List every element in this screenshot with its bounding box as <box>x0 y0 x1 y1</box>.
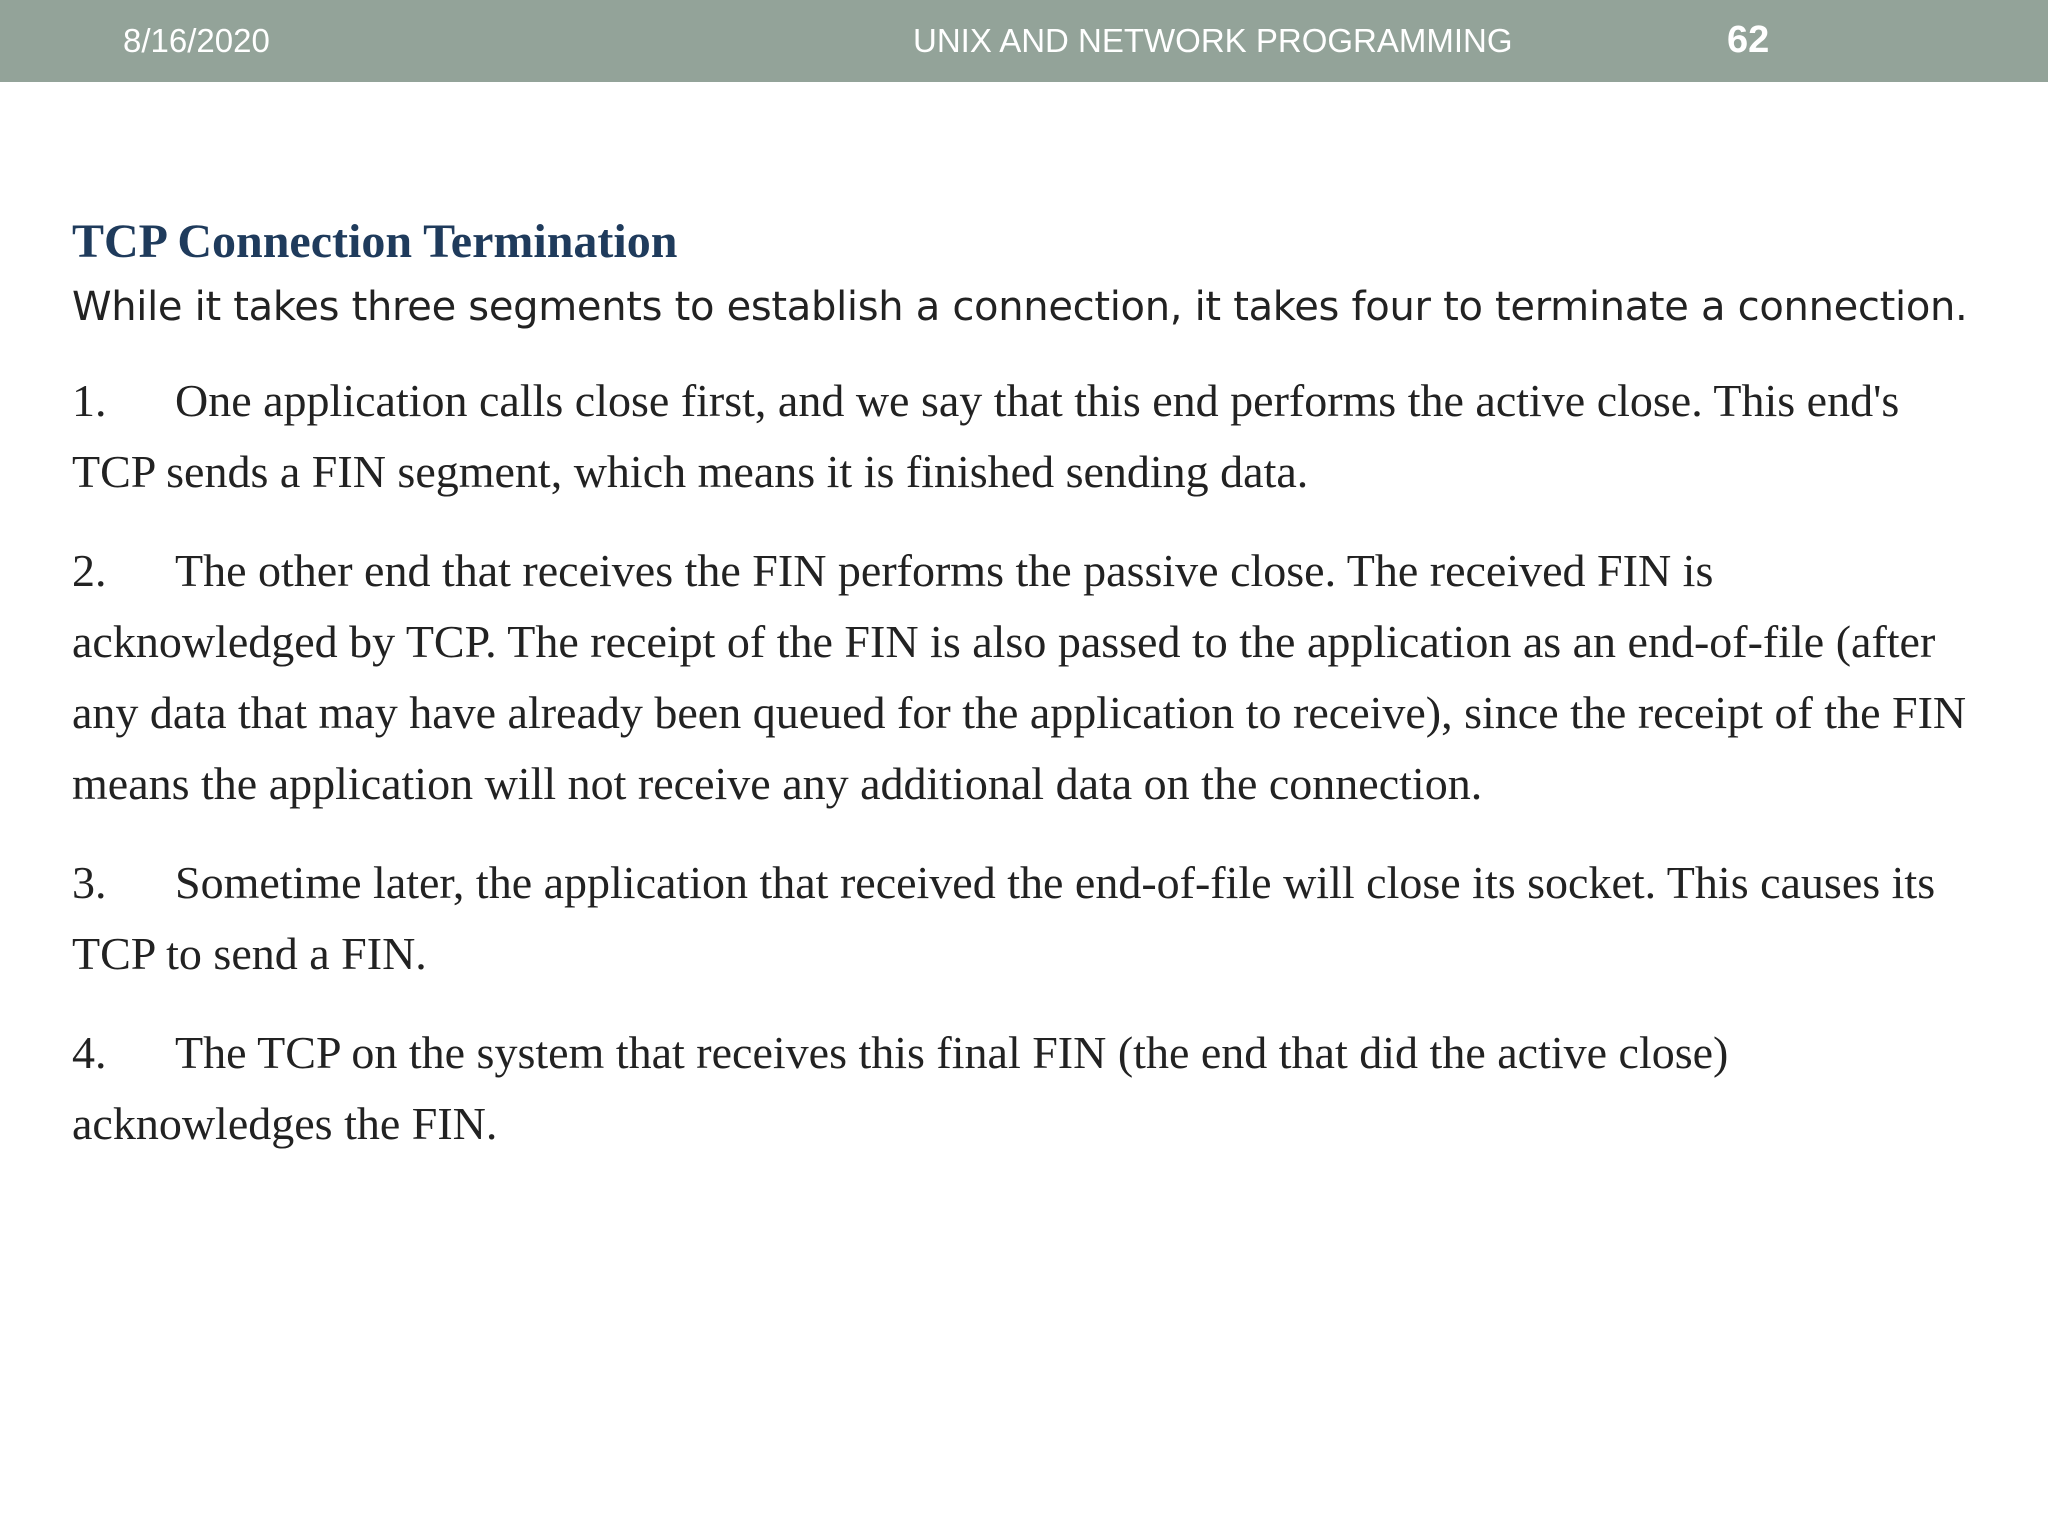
step-item <box>72 847 1972 989</box>
header-date: 8/16/2020 <box>123 22 270 59</box>
slide-content <box>72 212 1972 1187</box>
step-text: The other end that receives the FIN performs the passive close. The received FIN is acknowledged by TCP. The receipt of the FIN is also passed to the application as an end-of-file (after any data that may have already been queued for the application to receive), since the receipt of the FIN means the application will not receive any additional data on the connection. <box>72 545 1967 809</box>
step-text: Sometime later, the application that received the end-of-file will close its socket. This causes its TCP to send a FIN. <box>72 857 1936 979</box>
step-number: 2. <box>72 545 107 596</box>
step-item <box>72 535 1972 819</box>
intro-paragraph: While it takes three segments to establish a connection, it takes four to terminate a connection. <box>72 284 1968 330</box>
step-item <box>72 365 1972 507</box>
step-text: One application calls close first, and we say that this end performs the active close. This end's TCP sends a FIN segment, which means it is finished sending data. <box>72 375 1900 497</box>
step-number: 4. <box>72 1027 107 1078</box>
page-number: 62 <box>1727 19 1770 61</box>
step-item <box>72 1017 1972 1159</box>
step-number: 3. <box>72 857 107 908</box>
steps-list <box>72 365 1972 1159</box>
slide-title: TCP Connection Termination <box>72 215 678 268</box>
header-course-title: UNIX AND NETWORK PROGRAMMING <box>913 22 1513 59</box>
step-number: 1. <box>72 375 107 426</box>
header-bar <box>0 0 2048 82</box>
step-text: The TCP on the system that receives this final FIN (the end that did the active close) acknowledges the FIN. <box>72 1027 1729 1149</box>
